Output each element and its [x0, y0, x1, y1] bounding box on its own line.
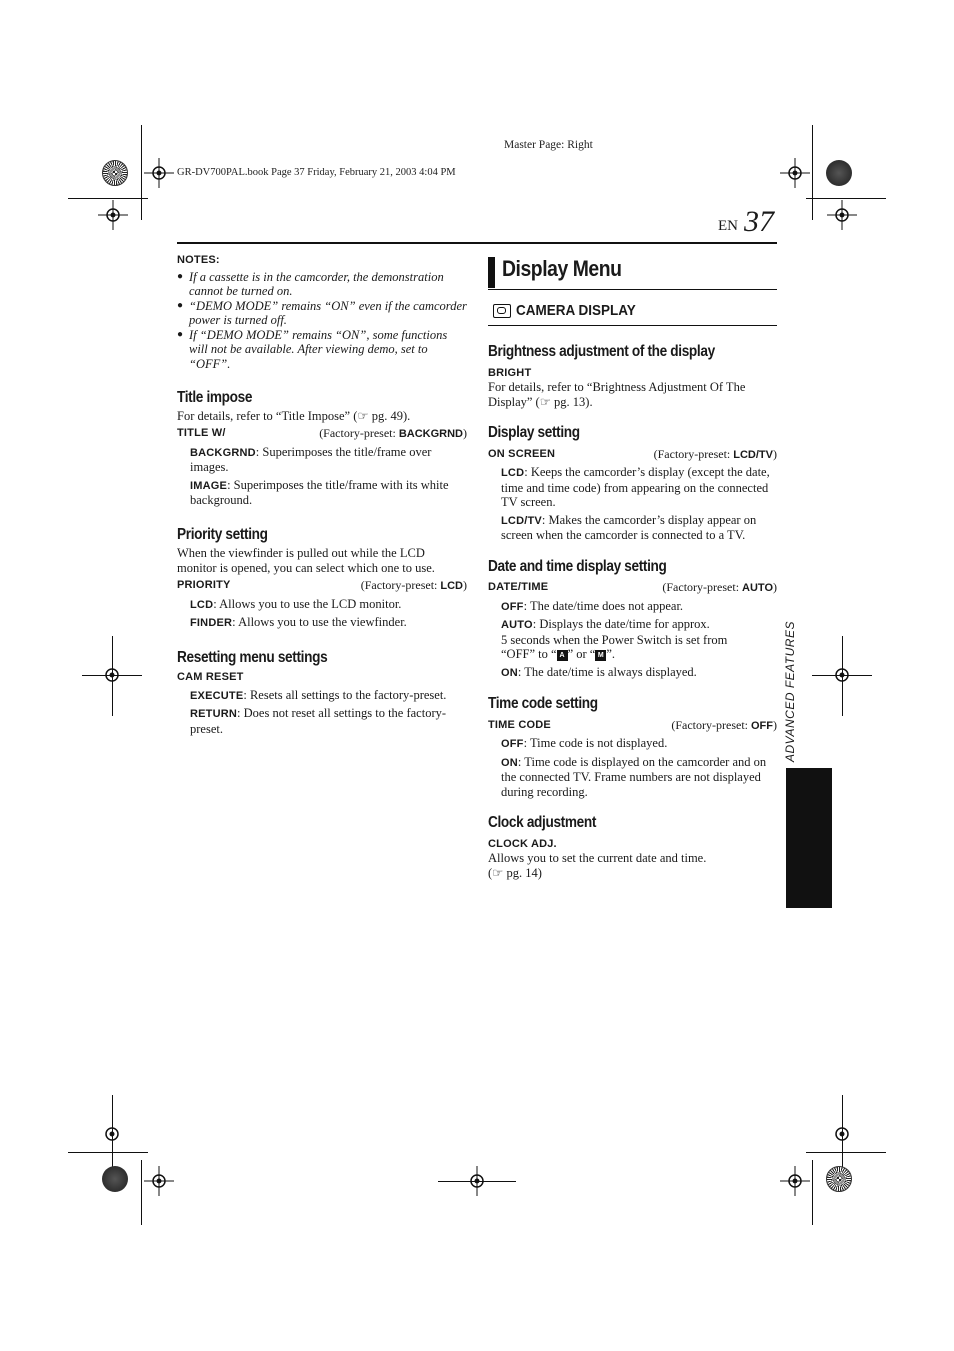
- crosshair-icon: [827, 200, 857, 230]
- crosshair-icon: [827, 1119, 857, 1149]
- clock-item: CLOCK ADJ.: [488, 837, 557, 850]
- crosshair-icon: [144, 158, 174, 188]
- option-timecode-off: OFF: Time code is not displayed.: [501, 736, 668, 750]
- crosshair-icon: [144, 1166, 174, 1196]
- crosshair-icon: [97, 660, 127, 690]
- master-page-label: Master Page: Right: [504, 139, 593, 151]
- bright-item: BRIGHT: [488, 366, 532, 379]
- crop-line: [812, 1160, 813, 1225]
- header-rule: [177, 242, 777, 244]
- timecode-item-row: TIME CODE (Factory-preset: OFF): [488, 717, 777, 732]
- title-impose-intro: For details, refer to “Title Impose” (☞ pg. 49).: [177, 408, 411, 423]
- registration-disc-icon: [826, 160, 852, 186]
- crosshair-icon: [98, 200, 128, 230]
- crop-line: [68, 198, 148, 199]
- crosshair-icon: [97, 1119, 127, 1149]
- option-lcd: LCD: Allows you to use the LCD monitor.: [190, 596, 402, 611]
- crop-line: [141, 125, 142, 220]
- crop-line: [68, 1152, 148, 1153]
- note-item: ● If “DEMO MODE” remains “ON”, some functions will not be available. After viewing demo, set to “OFF”.: [177, 327, 448, 371]
- crosshair-icon: [462, 1166, 492, 1196]
- title-bar-accent: [488, 257, 495, 288]
- right-column: [488, 345, 777, 880]
- note-item: ● If a cassette is in the camcorder, the demonstration cannot be turned on.: [177, 269, 444, 298]
- side-tab-block: [786, 768, 832, 908]
- crop-line: [812, 125, 813, 220]
- resetting-heading: Resetting menu settings: [177, 648, 328, 666]
- timecode-heading: Time code setting: [488, 695, 598, 712]
- option-backgrnd: BACKGRND: Superimposes the title/frame over images.: [190, 444, 432, 474]
- datetime-heading: Date and time display setting: [488, 557, 667, 575]
- crosshair-icon: [780, 158, 810, 188]
- left-column: [177, 253, 467, 736]
- clock-heading: Clock adjustment: [488, 814, 597, 831]
- option-lcd-tv: LCD/TV: Makes the camcorder’s display appear on screen when the camcorder is connected to a TV.: [501, 512, 757, 542]
- crop-line: [806, 198, 886, 199]
- note-item: ● “DEMO MODE” remains “ON” even if the camcorder power is turned off.: [177, 298, 467, 327]
- registration-wheel-icon: [102, 160, 128, 186]
- option-datetime-on: ON: The date/time is always displayed.: [501, 664, 697, 679]
- crop-line: [806, 1152, 886, 1153]
- page-number: 37: [744, 205, 774, 238]
- crosshair-icon: [780, 1166, 810, 1196]
- title-impose-item-row: TITLE W/ (Factory-preset: BACKGRND): [177, 426, 467, 440]
- option-finder: FINDER: Allows you to use the viewfinder.: [190, 615, 407, 629]
- section-title: Display Menu: [502, 256, 622, 281]
- option-image: IMAGE: Superimposes the title/frame with its white background.: [190, 477, 449, 507]
- crosshair-icon: [827, 660, 857, 690]
- display-heading: Display setting: [488, 424, 580, 441]
- option-datetime-off: OFF: The date/time does not appear.: [501, 598, 684, 613]
- priority-intro: When the viewfinder is pulled out while the LCD monitor is opened, you can select which one to use.: [177, 546, 435, 575]
- option-timecode-on: ON: Time code is displayed on the camcorder and on the connected TV. Frame numbers are not displayed during recording.: [501, 754, 767, 799]
- section-subtitle: CAMERA DISPLAY: [516, 302, 636, 319]
- clock-text: Allows you to set the current date and time.: [488, 851, 707, 865]
- option-lcd-display: LCD: Keeps the camcorder’s display (except the date, time and time code) from appearing on the connected TV screen.: [501, 465, 770, 509]
- registration-wheel-icon: [826, 1166, 852, 1192]
- priority-item-row: PRIORITY (Factory-preset: LCD): [177, 578, 467, 592]
- subtitle-rule: [488, 325, 777, 326]
- manual-mode-icon: M: [595, 650, 606, 661]
- cam-reset-item: CAM RESET: [177, 671, 244, 683]
- option-datetime-auto: AUTO: Displays the date/time for approx. 5 seconds when the Power Switch is set from “OFF” to “ A ” or “ M ”.: [501, 617, 728, 661]
- side-tab-label: ADVANCED FEATURES: [783, 621, 797, 762]
- title-impose-heading: Title impose: [177, 389, 253, 406]
- crop-line: [141, 1160, 142, 1225]
- option-return: RETURN: Does not reset all settings to the factory-preset.: [190, 706, 447, 736]
- camera-display-icon: [493, 304, 511, 318]
- registration-disc-icon: [102, 1166, 128, 1192]
- clock-ref: (☞ pg. 14): [488, 865, 542, 880]
- brightness-heading: Brightness adjustment of the display: [488, 343, 715, 360]
- language-code: EN: [718, 218, 738, 234]
- display-item-row: ON SCREEN (Factory-preset: LCD/TV): [488, 446, 777, 461]
- datetime-item-row: DATE/TIME (Factory-preset: AUTO): [488, 580, 777, 594]
- title-rule: [488, 289, 777, 290]
- file-info: GR-DV700PAL.book Page 37 Friday, February 21, 2003 4:04 PM: [177, 167, 456, 178]
- brightness-text: For details, refer to “Brightness Adjustment Of The Display” (☞ pg. 13).: [488, 380, 746, 409]
- option-execute: EXECUTE: Resets all settings to the factory-preset.: [190, 687, 447, 702]
- priority-heading: Priority setting: [177, 525, 268, 543]
- auto-mode-icon: A: [557, 650, 568, 661]
- notes-title: NOTES:: [177, 254, 220, 266]
